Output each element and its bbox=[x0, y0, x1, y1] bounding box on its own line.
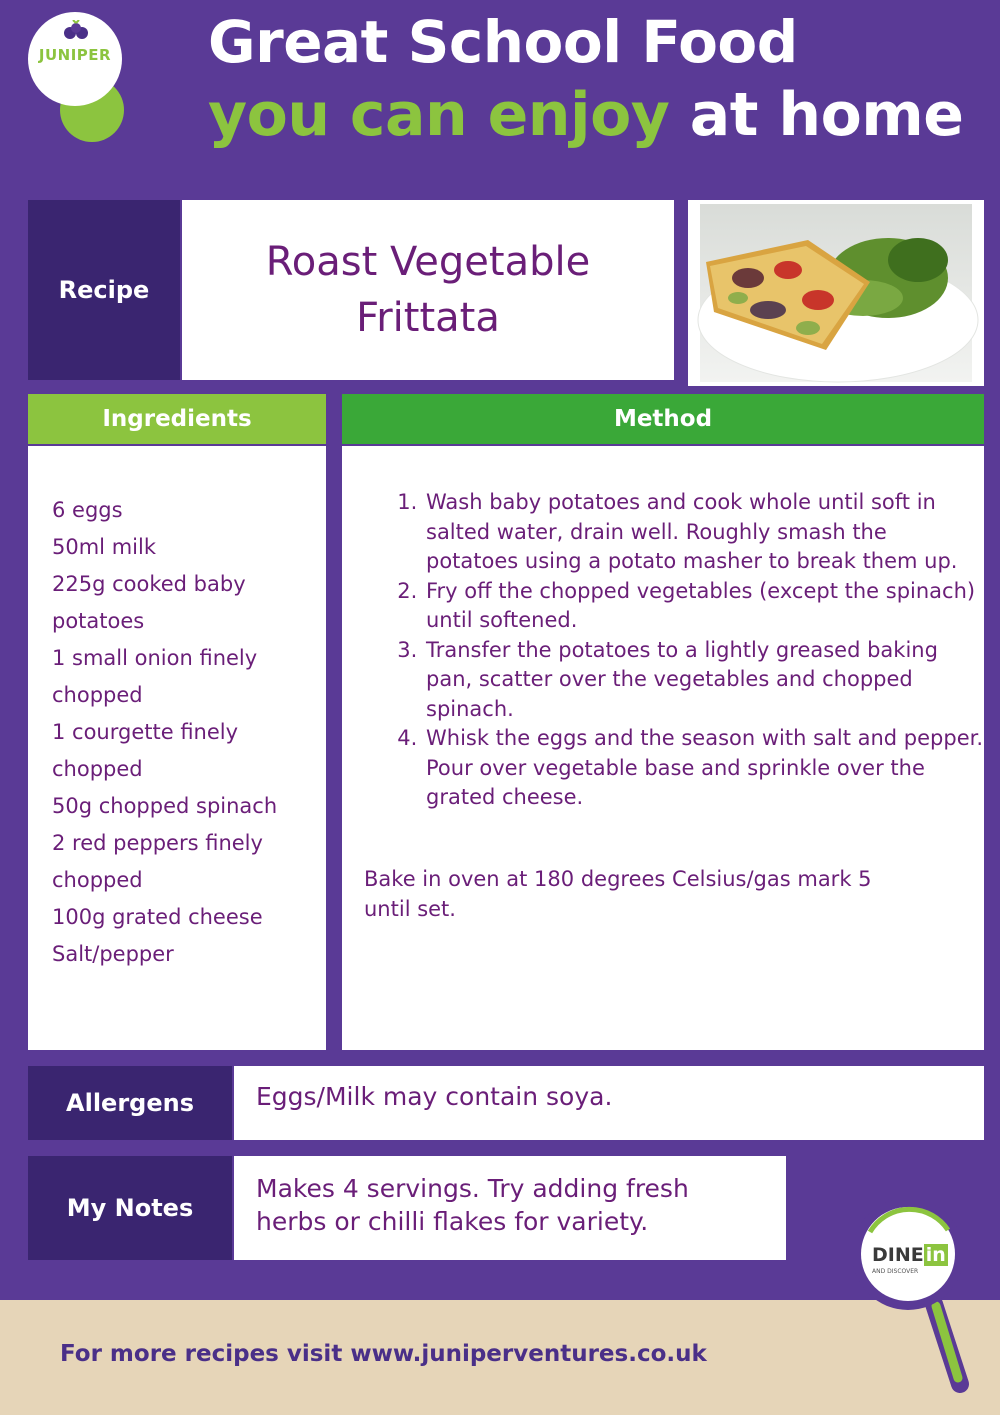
subheadline bbox=[208, 80, 964, 150]
recipe-name-box bbox=[182, 200, 674, 380]
ingredient-item: 2 red peppers finely chopped bbox=[52, 831, 263, 892]
allergens-label: Allergens bbox=[28, 1066, 232, 1140]
footer-link-text: For more recipes visit www.juniperventures.co.uk bbox=[60, 1341, 707, 1367]
method-step: 4. Whisk the eggs and the season with salt and pepper. Pour over vegetable base and sprinkle over the grated cheese. bbox=[424, 724, 984, 813]
badge-main: DINE bbox=[872, 1244, 924, 1266]
ingredient-item: 225g cooked baby potatoes bbox=[52, 572, 246, 633]
ingredient-item: Salt/pepper bbox=[52, 942, 174, 966]
ingredient-item: 50g chopped spinach bbox=[52, 794, 278, 818]
magnifier-icon bbox=[848, 1194, 978, 1404]
method-step: 2. Fry off the chopped vegetables (except the spinach) until softened. bbox=[424, 577, 984, 636]
notes-label: My Notes bbox=[28, 1156, 232, 1260]
notes-box bbox=[234, 1156, 786, 1260]
subheadline-white: at home bbox=[689, 80, 964, 150]
ingredient-item: 1 courgette finely chopped bbox=[52, 720, 239, 781]
ingredient-item: 50ml milk bbox=[52, 535, 156, 559]
badge-sub: AND DISCOVER bbox=[872, 1268, 919, 1275]
ingredient-item: 6 eggs bbox=[52, 498, 123, 522]
recipe-label: Recipe bbox=[28, 200, 180, 380]
method-steps bbox=[390, 488, 984, 813]
method-panel bbox=[342, 446, 984, 1050]
ingredients-list bbox=[52, 492, 320, 973]
badge-text bbox=[872, 1244, 948, 1266]
allergens-box bbox=[234, 1066, 984, 1140]
subheadline-green: you can enjoy bbox=[208, 80, 670, 150]
recipe-name: Roast Vegetable Frittata bbox=[265, 239, 591, 341]
bake-instructions: Bake in oven at 180 degrees Celsius/gas mark 5 until set. bbox=[364, 867, 872, 921]
berries-icon bbox=[63, 20, 89, 40]
ingredients-panel bbox=[28, 446, 326, 1050]
method-header: Method bbox=[342, 394, 984, 444]
badge-accent: in bbox=[925, 1244, 946, 1266]
ingredient-item: 1 small onion finely chopped bbox=[52, 646, 258, 707]
method-step: 3. Transfer the potatoes to a lightly greased baking pan, scatter over the vegetables and chopped spinach. bbox=[424, 636, 984, 725]
method-step: 1. Wash baby potatoes and cook whole until soft in salted water, drain well. Roughly smash the potatoes using a potato masher to break them up. bbox=[424, 488, 984, 577]
headline: Great School Food bbox=[208, 8, 798, 76]
ingredients-header: Ingredients bbox=[28, 394, 326, 444]
ingredient-item: 100g grated cheese bbox=[52, 905, 263, 929]
notes-value: Makes 4 servings. Try adding fresh herbs or chilli flakes for variety. bbox=[256, 1174, 689, 1236]
allergens-value: Eggs/Milk may contain soya. bbox=[256, 1082, 613, 1111]
logo-text: JUNIPER bbox=[38, 46, 112, 64]
frittata-photo-icon bbox=[688, 200, 984, 386]
recipe-photo bbox=[688, 200, 984, 386]
dine-in-badge bbox=[848, 1194, 978, 1404]
